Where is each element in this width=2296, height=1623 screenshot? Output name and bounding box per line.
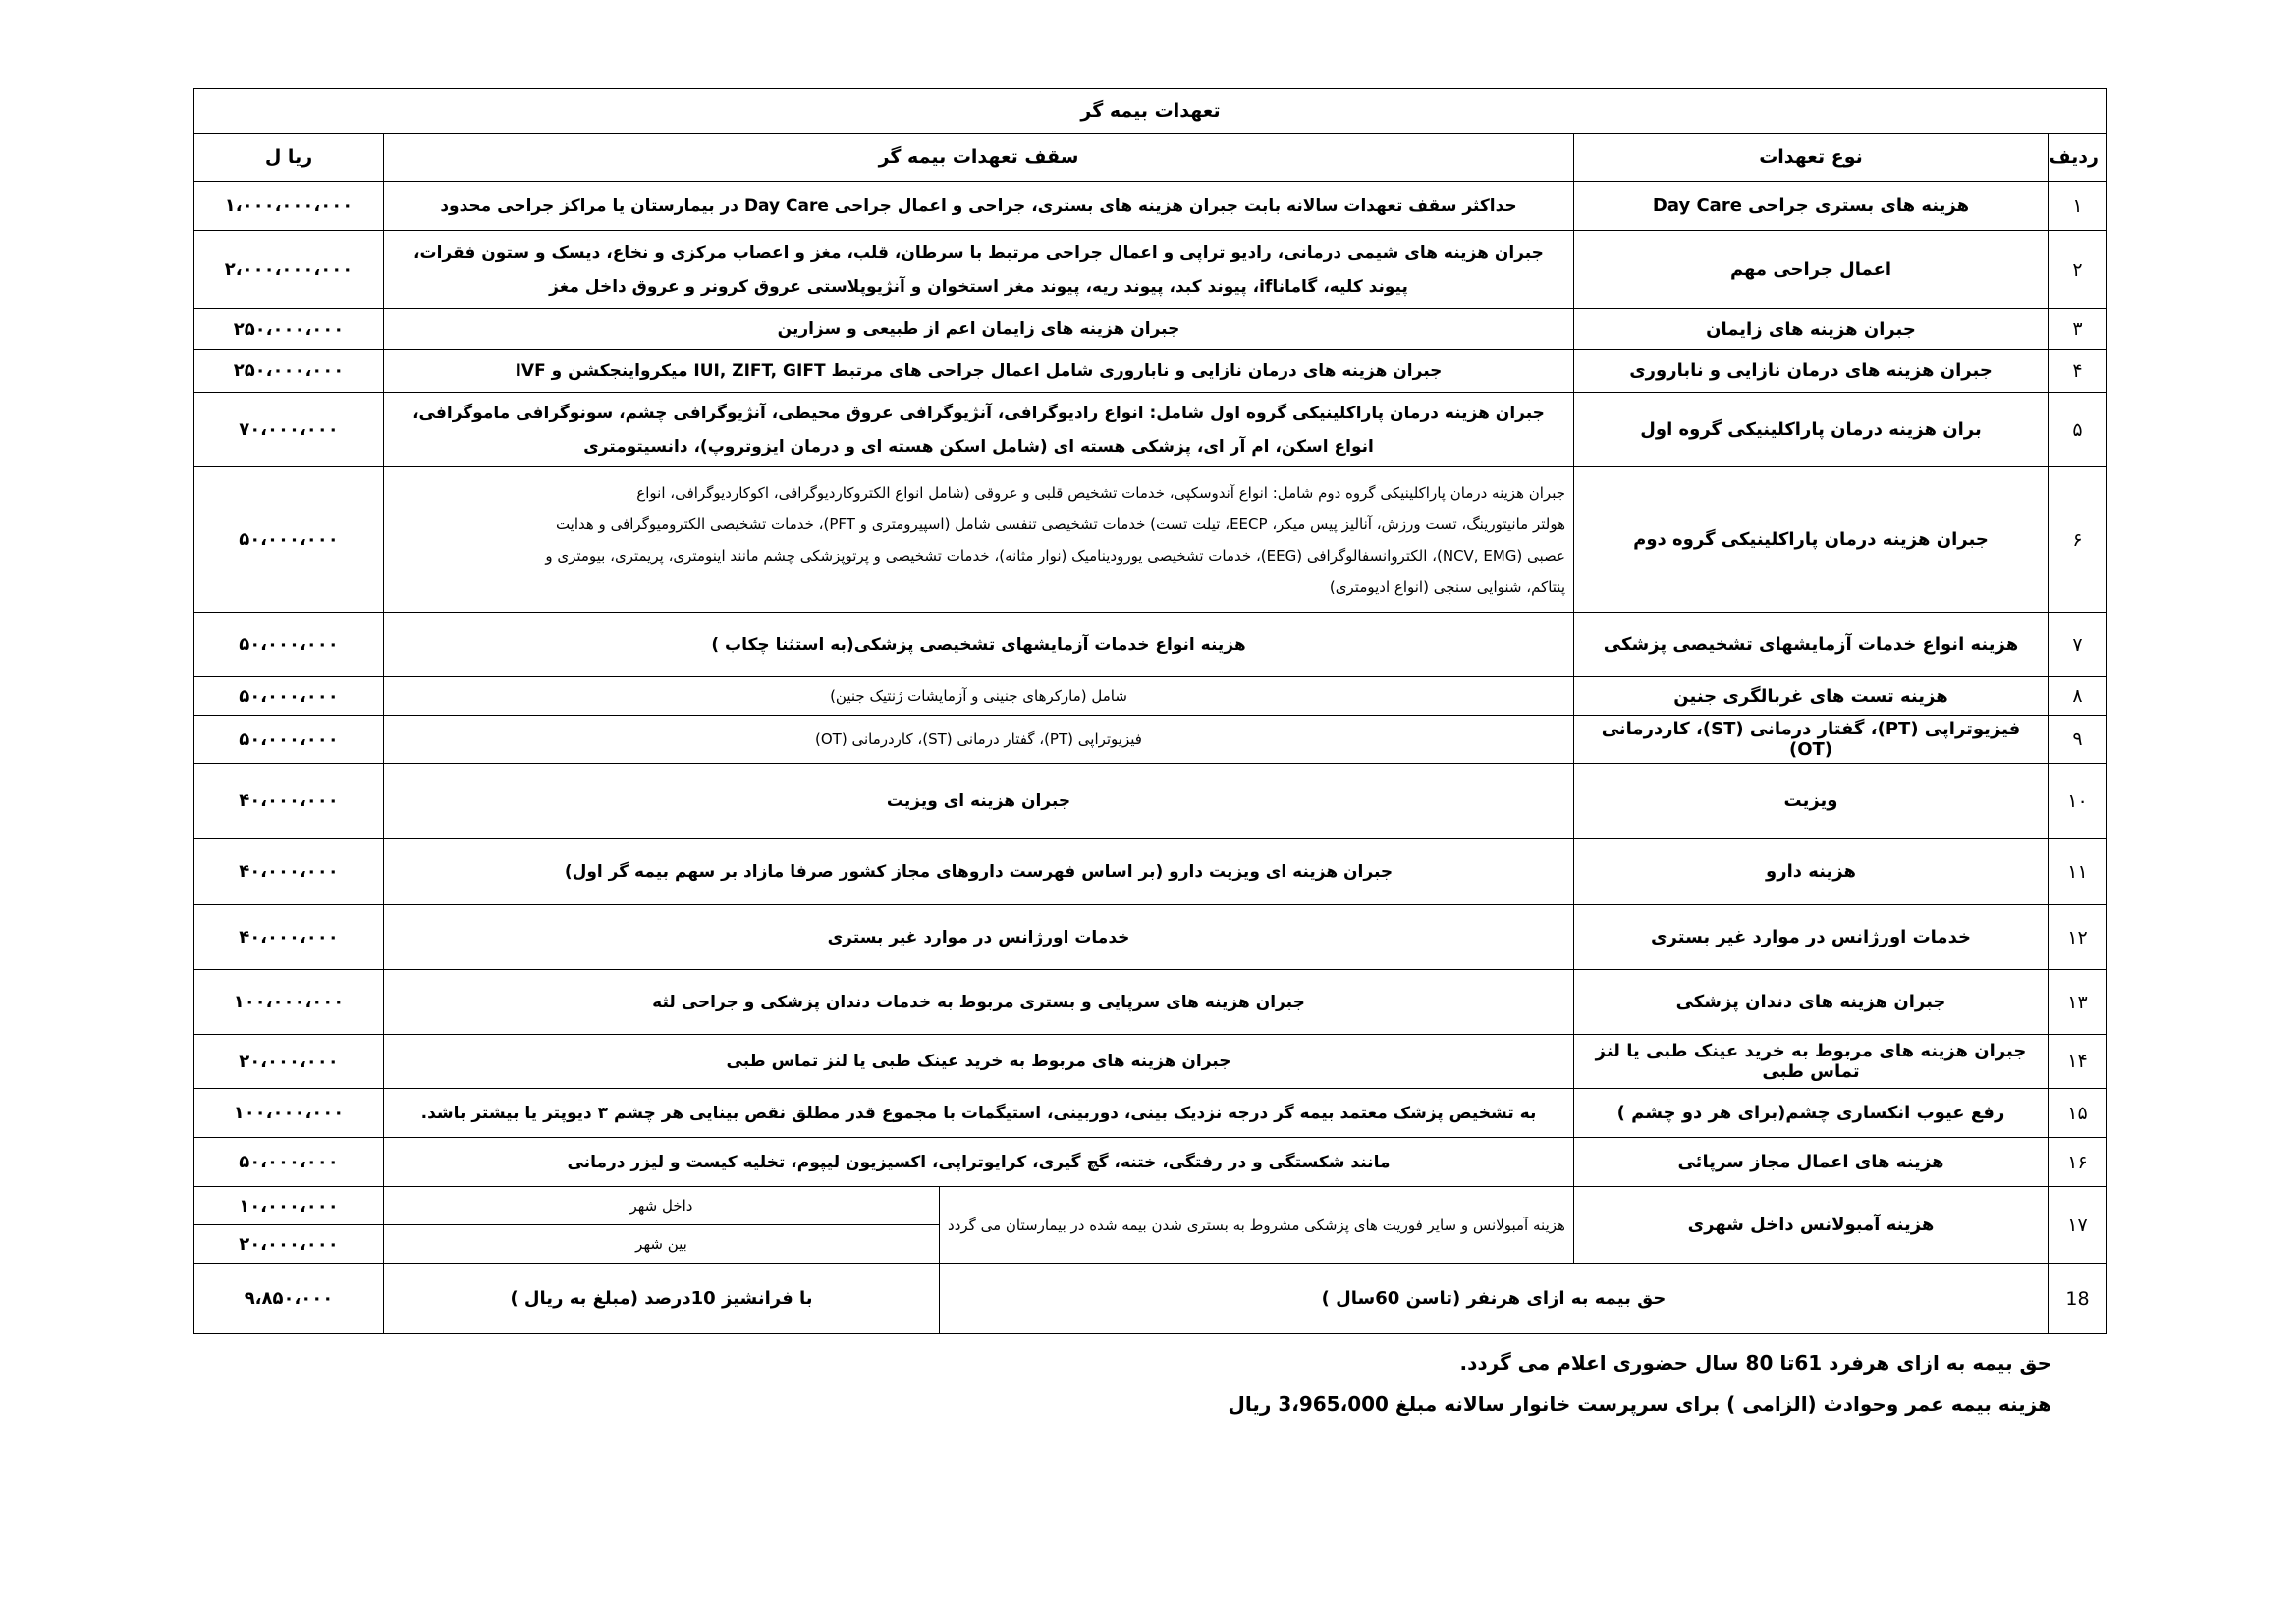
commitment-amount: ۱،۰۰۰،۰۰۰،۰۰۰ <box>193 182 383 231</box>
table-row <box>193 1138 2106 1187</box>
commitment-type: جبران هزینه درمان پاراکلینیکی گروه دوم <box>1574 467 2049 613</box>
table-row <box>193 467 2106 613</box>
header-ceiling: سقف تعهدات بیمه گر <box>384 134 1574 182</box>
commitment-ceiling: جبران هزینه درمان پاراکلینیکی گروه اول شامل: انواع رادیوگرافی، آنژیوگرافی عروق محیطی، آنژیوگرافی چشم، سونوگرافی ماموگرافی، انواع اسکن، ام آر ای، پزشکی هسته ای (شامل اسکن هسته ای و درمان ایزوتروپ)، دانسیتومتری <box>384 393 1574 467</box>
table-row <box>193 970 2106 1035</box>
row-number: ۹ <box>2049 716 2107 764</box>
row-number: 18 <box>2049 1264 2107 1334</box>
table-row <box>193 677 2106 716</box>
ambulance-scope: داخل شهر <box>384 1187 940 1225</box>
commitment-amount: ۱۰۰،۰۰۰،۰۰۰ <box>193 970 383 1035</box>
ceiling-line: پنتاکم، شنوایی سنجی (انواع ادیومتری) <box>1329 577 1565 596</box>
commitment-amount: ۵۰،۰۰۰،۰۰۰ <box>193 613 383 677</box>
commitment-type: هزینه های اعمال مجاز سرپائی <box>1574 1138 2049 1187</box>
ceiling-line: جبران هزینه درمان پاراکلینیکی گروه دوم شامل: انواع آندوسکپی، خدمات تشخیص قلبی و عروقی (شامل انواع الکتروکاردیوگرافی، اکوکاردیوگرافی، انواع <box>636 483 1565 502</box>
commitment-amount: ۵۰،۰۰۰،۰۰۰ <box>193 677 383 716</box>
commitment-ceiling: شامل (مارکرهای جنینی و آزمایشات ژنتیک جنین) <box>384 677 1574 716</box>
commitment-amount: ۵۰،۰۰۰،۰۰۰ <box>193 1138 383 1187</box>
row-number: ۱۴ <box>2049 1035 2107 1089</box>
commitment-amount: ۴۰،۰۰۰،۰۰۰ <box>193 905 383 970</box>
commitment-ceiling <box>384 467 1574 613</box>
table-row <box>193 350 2106 393</box>
commitment-ceiling: خدمات اورژانس در موارد غیر بستری <box>384 905 1574 970</box>
commitment-ceiling: جبران هزینه های سرپایی و بستری مربوط به خدمات دندان پزشکی و جراحی لثه <box>384 970 1574 1035</box>
footer-notes <box>194 1342 2107 1425</box>
commitment-type: هزینه آمبولانس داخل شهری <box>1574 1187 2049 1264</box>
row-number: ۸ <box>2049 677 2107 716</box>
commitment-amount: ۲۰،۰۰۰،۰۰۰ <box>193 1225 383 1264</box>
row-number: ۱۵ <box>2049 1089 2107 1138</box>
commitment-type: هزینه تست های غربالگری جنین <box>1574 677 2049 716</box>
commitment-type: رفع عیوب انکساری چشم(برای هر دو چشم ) <box>1574 1089 2049 1138</box>
table-row <box>193 231 2106 309</box>
row-number: ۱۰ <box>2049 764 2107 839</box>
commitment-amount: ۲۰،۰۰۰،۰۰۰ <box>193 1035 383 1089</box>
commitment-ceiling: جبران هزینه ای ویزیت دارو (بر اساس فهرست داروهای مجاز کشور صرفا مازاد بر سهم بیمه گر اول) <box>384 839 1574 905</box>
commitment-ceiling: هزینه آمبولانس و سایر فوریت های پزشکی مشروط به بستری شدن بیمه شده در بیمارستان می گردد <box>940 1187 1574 1264</box>
table-row <box>193 839 2106 905</box>
commitment-amount: ۲۵۰،۰۰۰،۰۰۰ <box>193 309 383 350</box>
commitment-type: ویزیت <box>1574 764 2049 839</box>
commitment-amount: ۱۰،۰۰۰،۰۰۰ <box>193 1187 383 1225</box>
commitment-type: فیزیوتراپی (PT)، گفتار درمانی (ST)، کاردرمانی (OT) <box>1574 716 2049 764</box>
row-number: ۲ <box>2049 231 2107 309</box>
insurance-commitments-sheet <box>194 88 2107 1425</box>
commitment-type: خدمات اورژانس در موارد غیر بستری <box>1574 905 2049 970</box>
commitment-type: هزینه انواع خدمات آزمایشهای تشخیصی پزشکی <box>1574 613 2049 677</box>
commitment-amount: ۴۰،۰۰۰،۰۰۰ <box>193 764 383 839</box>
header-row-number: ردیف <box>2049 134 2107 182</box>
note-line: حق بیمه به ازای هرفرد 61تا 80 سال حضوری اعلام می گردد. <box>1459 1351 2051 1375</box>
commitment-type: بران هزینه درمان پاراکلینیکی گروه اول <box>1574 393 2049 467</box>
table-row <box>193 613 2106 677</box>
row-number: ۱ <box>2049 182 2107 231</box>
row-number: ۱۳ <box>2049 970 2107 1035</box>
table-row <box>193 716 2106 764</box>
table-row <box>193 764 2106 839</box>
row-number: ۶ <box>2049 467 2107 613</box>
row-number: ۱۱ <box>2049 839 2107 905</box>
table-title: تعهدات بیمه گر <box>193 89 2106 134</box>
commitment-ceiling: مانند شکستگی و در رفتگی، ختنه، گچ گیری، کرایوتراپی، اکسیزیون لیپوم، تخلیه کیست و لیزر درمانی <box>384 1138 1574 1187</box>
commitment-type: جبران هزینه های دندان پزشکی <box>1574 970 2049 1035</box>
ambulance-scope: بین شهر <box>384 1225 940 1264</box>
commitment-amount: ۱۰۰،۰۰۰،۰۰۰ <box>193 1089 383 1138</box>
commitment-amount: ۷۰،۰۰۰،۰۰۰ <box>193 393 383 467</box>
commitment-ceiling: جبران هزینه های درمان نازایی و ناباروری شامل اعمال جراحی های مرتبط IUI, ZIFT, GIFT میکرواینجکشن و IVF <box>384 350 1574 393</box>
table-row <box>193 1089 2106 1138</box>
ceiling-line: هولتر مانیتورینگ، تست ورزش، آنالیز پیس میکر، EECP، تیلت تست) خدمات تشخیصی تنفسی شامل (اسپیرومتری و PFT)، خدمات تشخیصی الکترومیوگرافی و هدایت <box>555 514 1565 533</box>
commitment-ceiling: حداکثر سقف تعهدات سالانه بابت جبران هزینه های بستری، جراحی و اعمال جراحی Day Care در بیمارستان یا مراکز جراحی محدود <box>384 182 1574 231</box>
premium-amount: ۹،۸۵۰،۰۰۰ <box>193 1264 383 1334</box>
commitment-type: اعمال جراحی مهم <box>1574 231 2049 309</box>
title-row <box>193 89 2106 134</box>
note-line: هزینه بیمه عمر وحوادث (الزامی ) برای سرپرست خانوار سالانه مبلغ 3،965،000 ریال <box>1228 1392 2051 1416</box>
commitment-ceiling: جبران هزینه های شیمی درمانی، رادیو تراپی و اعمال جراحی مرتبط با سرطان، قلب، مغز و اعصاب مرکزی و نخاع، دیسک و ستون فقرات، پیوند کلیه، گاماناif، پیوند کبد، پیوند ریه، پیوند مغز استخوان و آنژیوپلاستی عروق کرونر و عروق داخل مغز <box>384 231 1574 309</box>
commitment-ceiling: جبران هزینه های زایمان اعم از طبیعی و سزارین <box>384 309 1574 350</box>
commitment-ceiling: فیزیوتراپی (PT)، گفتار درمانی (ST)، کاردرمانی (OT) <box>384 716 1574 764</box>
commitment-ceiling: هزینه انواع خدمات آزمایشهای تشخیصی پزشکی(به استثنا چکاب ) <box>384 613 1574 677</box>
commitment-amount: ۵۰،۰۰۰،۰۰۰ <box>193 467 383 613</box>
row-number: ۵ <box>2049 393 2107 467</box>
commitments-table <box>193 88 2107 1334</box>
row-number: ۷ <box>2049 613 2107 677</box>
row-number: ۴ <box>2049 350 2107 393</box>
commitment-type: جبران هزینه های درمان نازایی و ناباروری <box>1574 350 2049 393</box>
table-row <box>193 1264 2106 1334</box>
header-amount: ریا ل <box>193 134 383 182</box>
table-row <box>193 905 2106 970</box>
premium-label: حق بیمه به ازای هرنفر (تاسن 60سال ) <box>940 1264 2049 1334</box>
commitment-amount: ۵۰،۰۰۰،۰۰۰ <box>193 716 383 764</box>
commitment-ceiling: جبران هزینه های مربوط به خرید عینک طبی یا لنز تماس طبی <box>384 1035 1574 1089</box>
row-number: ۱۷ <box>2049 1187 2107 1264</box>
commitment-amount: ۴۰،۰۰۰،۰۰۰ <box>193 839 383 905</box>
table-row <box>193 1035 2106 1089</box>
table-row <box>193 393 2106 467</box>
commitment-type: جبران هزینه های مربوط به خرید عینک طبی یا لنز تماس طبی <box>1574 1035 2049 1089</box>
commitment-amount: ۲،۰۰۰،۰۰۰،۰۰۰ <box>193 231 383 309</box>
commitment-ceiling: به تشخیص پزشک معتمد بیمه گر درجه نزدیک بینی، دوربینی، استیگمات با مجموع قدر مطلق نقص بینایی هر چشم ۳ دیوپتر یا بیشتر باشد. <box>384 1089 1574 1138</box>
commitment-amount: ۲۵۰،۰۰۰،۰۰۰ <box>193 350 383 393</box>
commitment-type: هزینه دارو <box>1574 839 2049 905</box>
commitment-ceiling: جبران هزینه ای ویزیت <box>384 764 1574 839</box>
row-number: ۱۶ <box>2049 1138 2107 1187</box>
ceiling-line: عصبی (NCV, EMG)، الکتروانسفالوگرافی (EEG)، خدمات تشخیصی یورودینامیک (نوار مثانه)، خدمات تشخیصی و پرتوپزشکی چشم مانند اینومتری، پریمتری، بیومتری و <box>545 546 1565 565</box>
row-number: ۱۲ <box>2049 905 2107 970</box>
deductible-note: با فرانشیز 10درصد (مبلغ به ریال ) <box>384 1264 940 1334</box>
header-type: نوع تعهدات <box>1574 134 2049 182</box>
table-row <box>193 1187 2106 1225</box>
commitment-type: جبران هزینه های زایمان <box>1574 309 2049 350</box>
table-row <box>193 182 2106 231</box>
header-row <box>193 134 2106 182</box>
table-row <box>193 309 2106 350</box>
commitment-type: هزینه های بستری جراحی Day Care <box>1574 182 2049 231</box>
row-number: ۳ <box>2049 309 2107 350</box>
